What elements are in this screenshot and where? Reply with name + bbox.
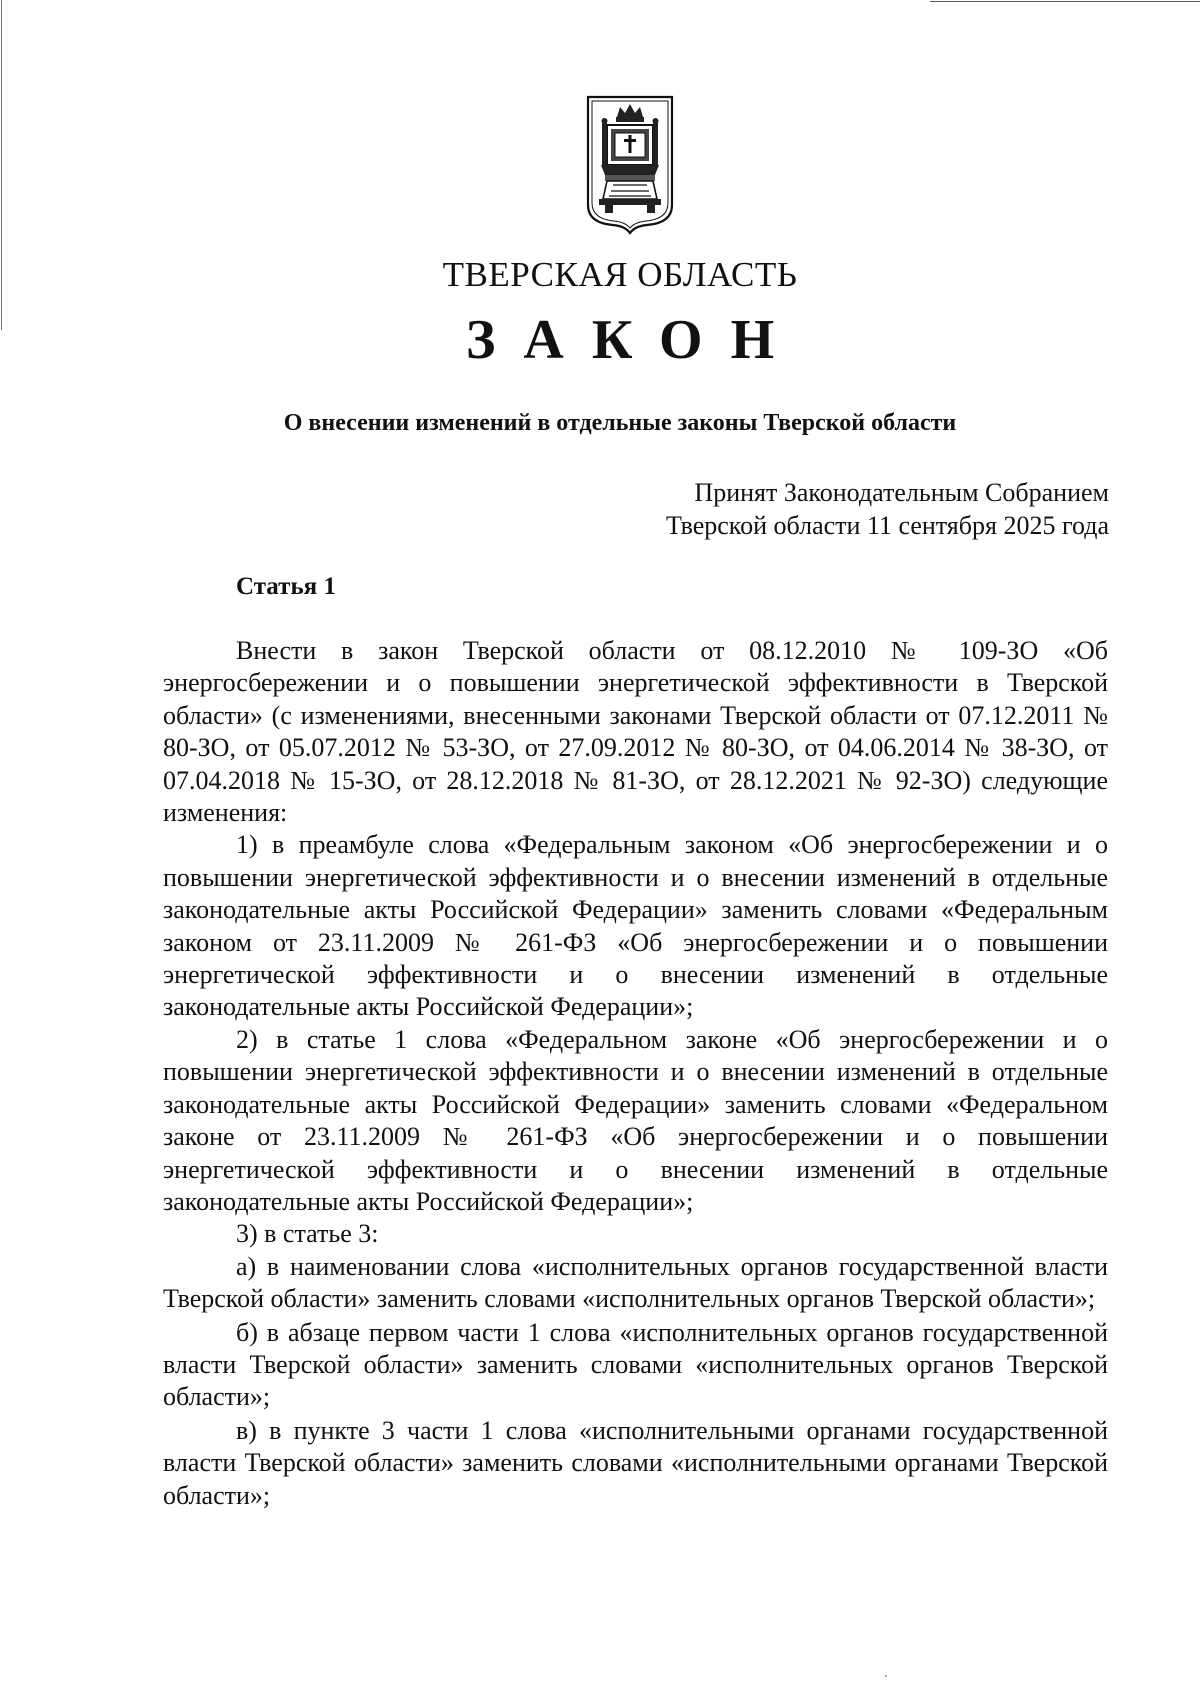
document-type: ЗАКОН xyxy=(465,309,803,371)
tver-coat-of-arms-icon xyxy=(585,95,675,235)
region-name: ТВЕРСКАЯ ОБЛАСТЬ xyxy=(442,255,798,294)
adoption-line-2: Тверской области 11 сентября 2025 года xyxy=(666,511,1109,540)
adoption-note xyxy=(666,476,1109,542)
adoption-line-1: Принят Законодательным Собранием xyxy=(694,478,1109,507)
article-paragraph: 1) в преамбуле слова «Федеральным законом «Об энергосбережении и о повышении энергетической эффективности и о внесении изменений в отдельные законодательные акты Российской Федерации» заменить словами «Федеральным законом от 23.11.2009 № 261-ФЗ «Об энергосбережении и о повышении энергетической эффективности и о внесении изменений в отдельные законодательные акты Российской Федерации»; xyxy=(163,830,1108,1022)
article-paragraph: 2) в статье 1 слова «Федеральном законе «Об энергосбережении и о повышении энергетической эффективности и о внесении изменений в отдельные законодательные акты Российской Федерации» заменить словами «Федеральном законе от 23.11.2009 № 261-ФЗ «Об энергосбережении и о повышении энергетической эффективности и о внесении изменений в отдельные законодательные акты Российской Федерации»; xyxy=(163,1024,1108,1216)
article-paragraph: в) в пункте 3 части 1 слова «исполнительными органами государственной власти Тверской области» заменить словами «исполнительными органами Тверской области»; xyxy=(163,1415,1108,1510)
article-paragraph: 3) в статье 3: xyxy=(236,1219,379,1249)
article-body xyxy=(163,635,1108,1512)
law-title: О внесении изменений в отдельные законы Тверской области xyxy=(283,410,957,436)
article-paragraph: б) в абзаце первом части 1 слова «исполнительных органов государственной власти Тверской области» заменить словами «исполнительных органов Тверской области»; xyxy=(163,1317,1108,1412)
scan-edge-top xyxy=(930,1,1200,2)
article-paragraph: Внести в закон Тверской области от 08.12.2010 № 109-ЗО «Об энергосбережении и о повышении энергетической эффективности в Тверской области» (с изменениями, внесенными законами Тверской области от 07.12.2011 № 80-ЗО, от 05.07.2012 № 53-ЗО, от 27.09.2012 № 80-ЗО, от 04.06.2014 № 38-ЗО, от 07.04.2018 № 15-ЗО, от 28.12.2018 № 81-ЗО, от 28.12.2021 № 92-ЗО) следующие изменения: xyxy=(163,636,1108,828)
article-heading: Статья 1 xyxy=(236,573,336,600)
scan-speck xyxy=(885,1675,887,1677)
article-paragraph: а) в наименовании слова «исполнительных органов государственной власти Тверской области» заменить словами «исполнительных органов Тверской области»; xyxy=(163,1251,1108,1314)
